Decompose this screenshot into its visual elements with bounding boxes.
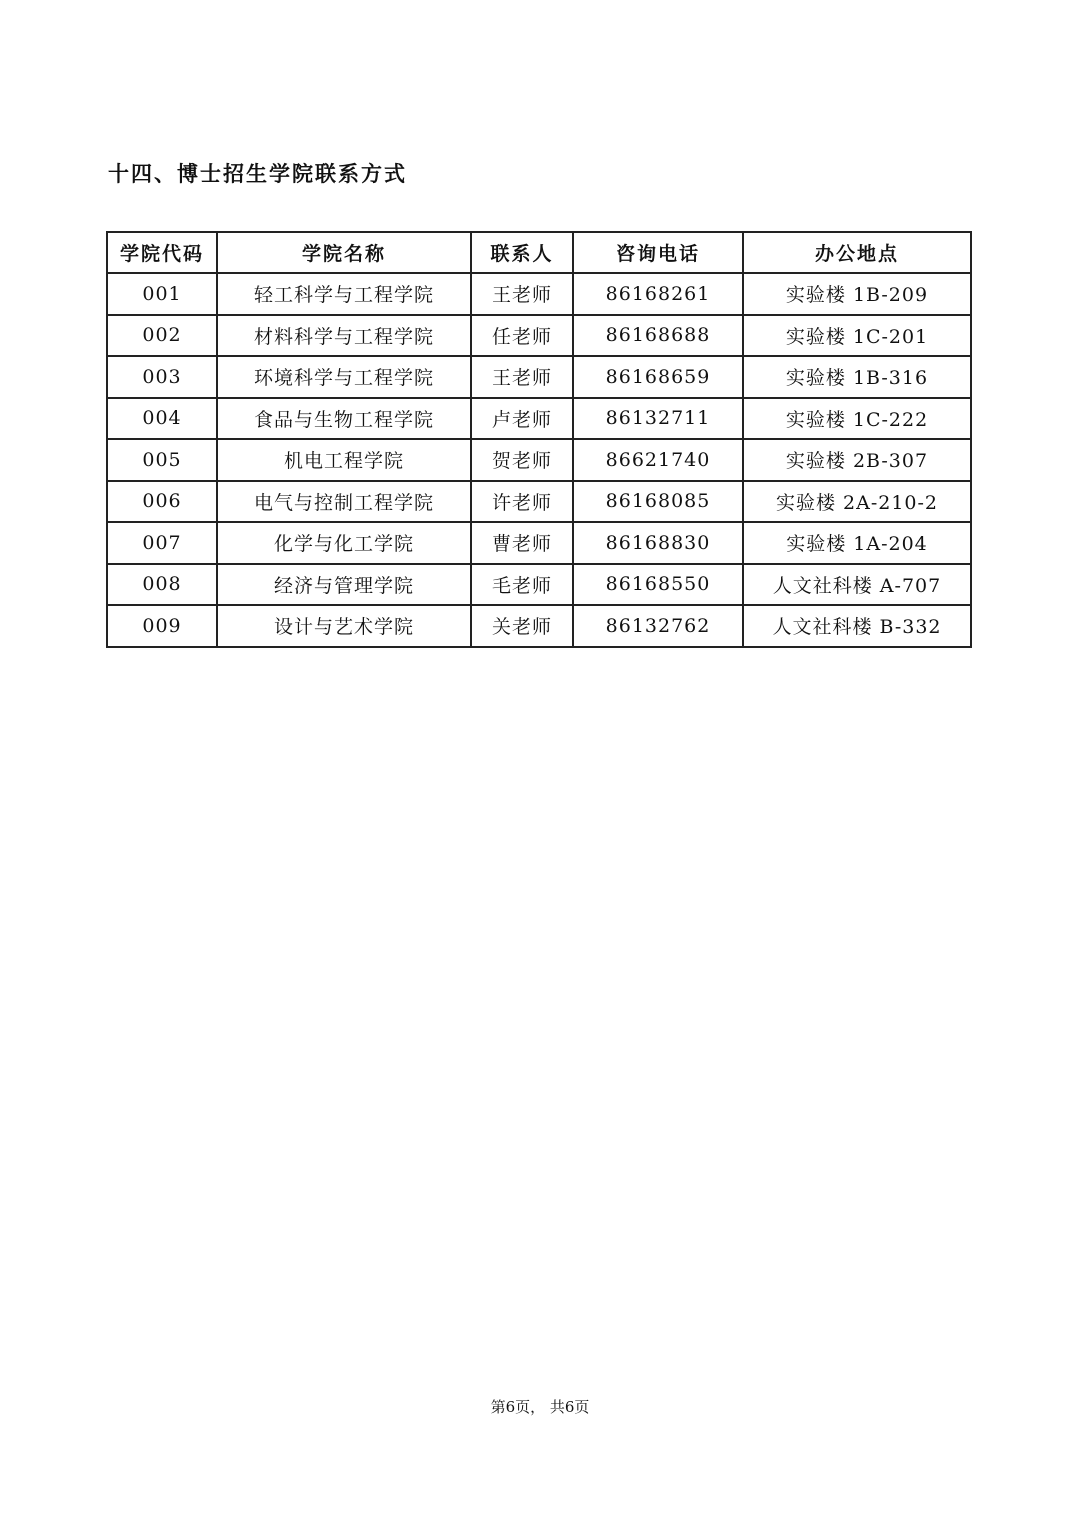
cell-college-name: 材料科学与工程学院 [217,315,471,357]
table-row [107,481,971,523]
cell-contact-person: 关老师 [471,605,573,647]
cell-college-name: 机电工程学院 [217,439,471,481]
cell-college-code: 002 [107,315,217,357]
cell-college-code: 008 [107,564,217,606]
cell-phone: 86132711 [573,398,743,440]
cell-contact-person: 毛老师 [471,564,573,606]
cell-phone: 86168659 [573,356,743,398]
cell-college-name: 化学与化工学院 [217,522,471,564]
cell-office: 人文社科楼 B-332 [743,605,971,647]
cell-office: 实验楼 1A-204 [743,522,971,564]
cell-office: 实验楼 1B-209 [743,273,971,315]
header-college-code: 学院代码 [107,232,217,273]
cell-college-code: 005 [107,439,217,481]
cell-office: 实验楼 2A-210-2 [743,481,971,523]
cell-college-code: 003 [107,356,217,398]
cell-college-name: 环境科学与工程学院 [217,356,471,398]
table-row [107,439,971,481]
cell-college-code: 006 [107,481,217,523]
cell-contact-person: 卢老师 [471,398,573,440]
cell-college-name: 电气与控制工程学院 [217,481,471,523]
table-row [107,605,971,647]
cell-college-code: 001 [107,273,217,315]
header-contact-person: 联系人 [471,232,573,273]
header-phone: 咨询电话 [573,232,743,273]
cell-college-code: 009 [107,605,217,647]
cell-contact-person: 许老师 [471,481,573,523]
cell-office: 人文社科楼 A-707 [743,564,971,606]
cell-contact-person: 王老师 [471,273,573,315]
cell-contact-person: 贺老师 [471,439,573,481]
cell-contact-person: 任老师 [471,315,573,357]
cell-college-code: 004 [107,398,217,440]
cell-phone: 86168261 [573,273,743,315]
table-row [107,522,971,564]
page-footer: 第6页， 共6页 [490,1398,590,1416]
cell-phone: 86168830 [573,522,743,564]
cell-college-name: 设计与艺术学院 [217,605,471,647]
cell-office: 实验楼 1C-222 [743,398,971,440]
cell-contact-person: 曹老师 [471,522,573,564]
cell-college-name: 经济与管理学院 [217,564,471,606]
contact-table [106,231,972,648]
table-row [107,356,971,398]
cell-contact-person: 王老师 [471,356,573,398]
section-title: 十四、博士招生学院联系方式 [108,161,407,186]
table-row [107,564,971,606]
cell-phone: 86621740 [573,439,743,481]
cell-phone: 86168085 [573,481,743,523]
table-row [107,398,971,440]
cell-college-code: 007 [107,522,217,564]
cell-phone: 86168550 [573,564,743,606]
cell-college-name: 轻工科学与工程学院 [217,273,471,315]
cell-phone: 86132762 [573,605,743,647]
cell-office: 实验楼 1C-201 [743,315,971,357]
table-row [107,273,971,315]
header-college-name: 学院名称 [217,232,471,273]
table-row [107,315,971,357]
cell-office: 实验楼 2B-307 [743,439,971,481]
header-office: 办公地点 [743,232,971,273]
cell-office: 实验楼 1B-316 [743,356,971,398]
cell-college-name: 食品与生物工程学院 [217,398,471,440]
cell-phone: 86168688 [573,315,743,357]
table-header-row [107,232,971,273]
